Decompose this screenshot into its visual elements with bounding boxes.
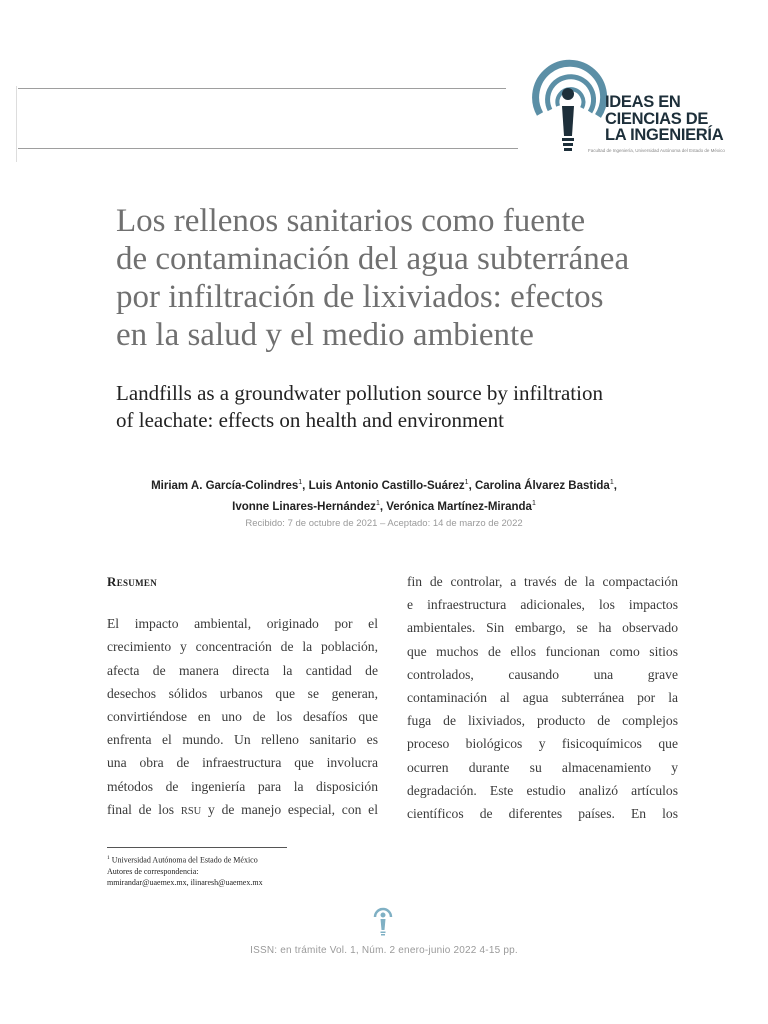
- affiliation-mark: 1: [609, 479, 614, 486]
- logo-line: CIENCIAS DE: [605, 109, 709, 128]
- author-name: Luis Antonio Castillo-Suárez: [308, 479, 465, 492]
- title-line: de contaminación del agua subterránea: [116, 241, 630, 277]
- abstract-line: El impacto ambiental, originado por el: [107, 616, 378, 632]
- author-name: Verónica Martínez-Miranda: [386, 500, 532, 513]
- title-english: [116, 380, 676, 434]
- title-line: Los rellenos sanitarios como fuente: [116, 203, 586, 239]
- title-line: por infiltración de lixiviados: efectos: [116, 279, 604, 315]
- bulb-icon: [372, 905, 394, 942]
- logo-subtitle: Facultad de Ingeniería, Universidad Autónoma del Estado de México: [588, 148, 725, 153]
- header-rule-top: [18, 88, 506, 89]
- author-separator: ,: [468, 479, 475, 492]
- abstract-line: convirtiéndose en uno de los desafíos que: [107, 709, 378, 725]
- footnote-emails: mmirandar@uaemex.mx, ilinaresh@uaemex.mx: [107, 877, 263, 887]
- author-separator: ,: [302, 479, 309, 492]
- issn-footer: ISSN: en trámite Vol. 1, Núm. 2 enero-junio 2022 4-15 pp.: [250, 945, 518, 956]
- abstract-line: afecta de manera directa la cantidad de: [107, 662, 378, 678]
- abstract-column-right: [407, 570, 678, 825]
- author-separator: ,: [379, 500, 387, 513]
- abstract-column-left: [107, 570, 378, 823]
- abstract-line: que muchos de ellos funcionan como sitios: [407, 643, 678, 659]
- abstract-line: científicos de diferentes países. En los: [407, 806, 678, 822]
- logo-wordmark: [605, 94, 723, 144]
- abstract-line: fin de controlar, a través de la compactación: [407, 574, 678, 589]
- abstract-line: controlados, causando una grave: [407, 666, 678, 682]
- affiliation-mark: 1: [298, 479, 303, 486]
- author-list: [60, 474, 708, 516]
- title-spanish: [116, 202, 676, 354]
- author-name: Miriam A. García-Colindres: [151, 479, 299, 492]
- footnote-affiliation: Universidad Autónoma del Estado de México: [111, 855, 258, 865]
- affiliation-mark: 1: [531, 499, 536, 507]
- author-separator: ,: [613, 479, 617, 492]
- abstract-line: métodos de ingeniería para la disposición: [107, 778, 378, 794]
- author-name: Ivonne Linares-Hernández: [232, 500, 376, 513]
- abstract-line: ocurren durante su almacenamiento y: [407, 759, 678, 775]
- abstract-line: e infraestructura adicionales, los impactos: [407, 597, 678, 613]
- abstract-line: fuga de lixiviados, producto de complejos: [407, 713, 678, 729]
- abstract-line: crecimiento y concentración de la población,: [107, 639, 378, 655]
- author-name: Carolina Álvarez Bastida: [474, 479, 610, 492]
- footnote: [107, 853, 263, 888]
- abstract-line: enfrenta el mundo. Un relleno sanitario es: [107, 732, 378, 748]
- title-line: Landfills as a groundwater pollution source by infiltration: [116, 381, 603, 405]
- abstract-line: una obra de infraestructura que involucra: [107, 755, 378, 771]
- abstract-line: desechos sólidos urbanos que se generan,: [107, 685, 378, 701]
- abstract-line: contaminación al agua subterránea por la: [407, 690, 678, 706]
- header-rule-bottom: [18, 148, 518, 149]
- received-dates: Recibido: 7 de octubre de 2021 – Aceptado: 14 de marzo de 2022: [245, 518, 523, 529]
- title-line: of leachate: effects on health and environment: [116, 408, 504, 432]
- abbreviation-rsu: RSU: [180, 805, 202, 817]
- journal-logo: [528, 50, 728, 160]
- footnote-corr-label: Autores de correspondencia:: [107, 866, 199, 876]
- abstract-line: [107, 798, 378, 823]
- abstract-heading: Resumen: [107, 574, 157, 589]
- logo-line: LA INGENIERÍA: [605, 126, 724, 144]
- affiliation-mark: 1: [375, 499, 380, 507]
- title-line: en la salud y el medio ambiente: [116, 317, 534, 353]
- abstract-line: proceso biológicos y fisicoquímicos que: [407, 736, 678, 752]
- affiliation-mark: 1: [464, 479, 469, 486]
- abstract-text: y de manejo especial, con el: [208, 801, 378, 817]
- abstract-text: final de los: [107, 801, 175, 817]
- footnote-mark: 1: [107, 855, 110, 861]
- abstract-line: degradación. Este estudio analizó artículos: [407, 782, 678, 798]
- lightbulb-logo-icon: [528, 50, 608, 160]
- footnote-rule: [107, 847, 287, 848]
- abstract-line: ambientales. Sin embargo, se ha observado: [407, 620, 678, 636]
- logo-line: IDEAS EN: [605, 93, 681, 111]
- header-side-rule: [16, 86, 17, 162]
